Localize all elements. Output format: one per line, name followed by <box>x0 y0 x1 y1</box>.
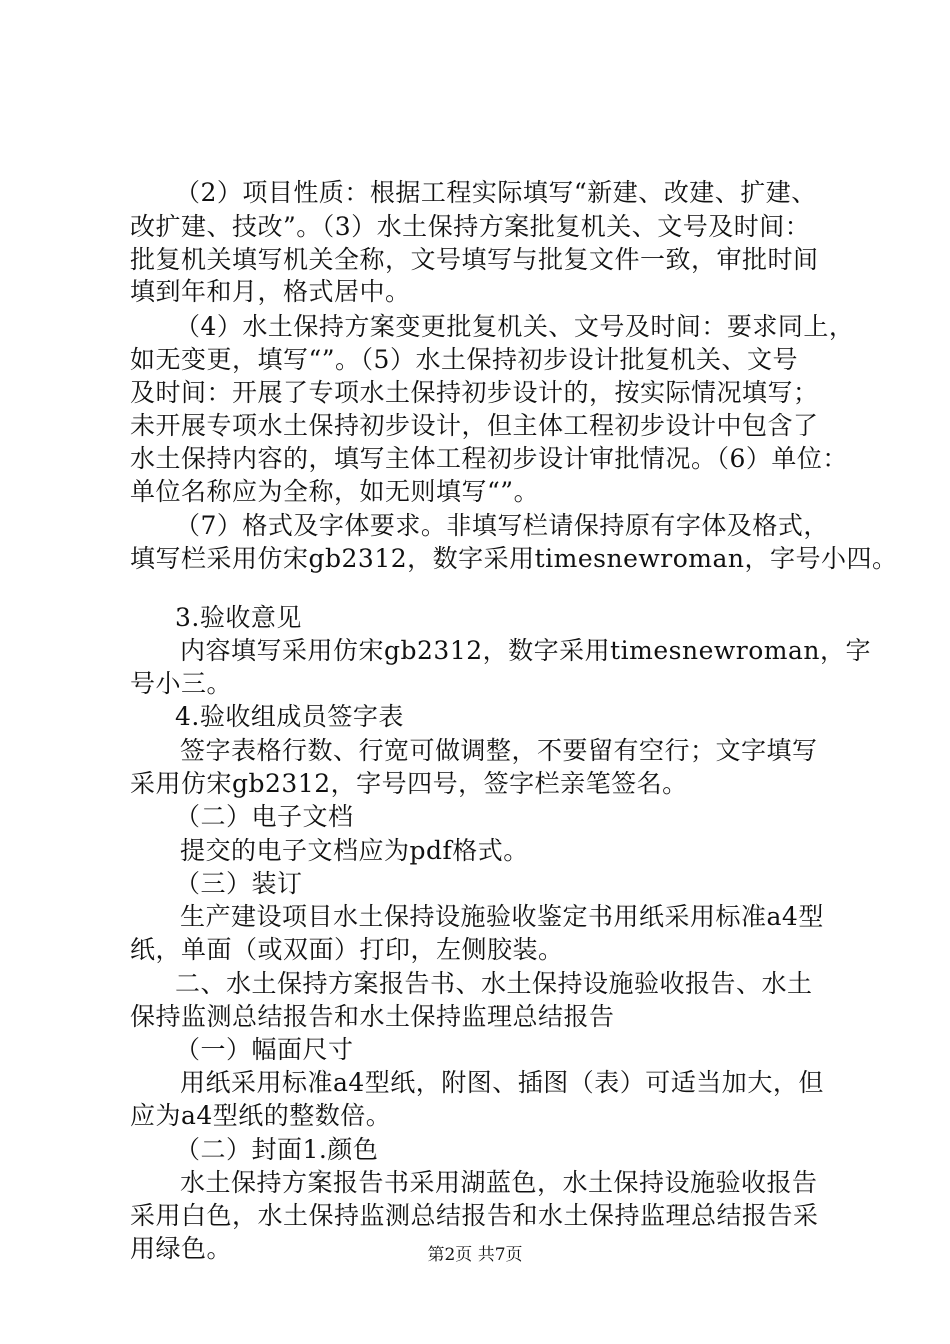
text-line: 采用白色，水土保持监测总结报告和水土保持监理总结报告采 <box>130 1201 819 1230</box>
section-heading: 3.验收意见 <box>175 603 302 632</box>
text-line: 如无变更，填写“”。（5）水土保持初步设计批复机关、文号 <box>130 345 798 374</box>
page-number-footer: 第2页 共7页 <box>427 1245 523 1265</box>
text-line: （2）项目性质：根据工程实际填写“新建、改建、扩建、 <box>175 178 817 207</box>
text-line: 未开展专项水土保持初步设计，但主体工程初步设计中包含了 <box>130 411 819 440</box>
text-line: （7）格式及字体要求。非填写栏请保持原有字体及格式， <box>175 511 829 540</box>
section-heading: （二）封面1.颜色 <box>175 1135 379 1164</box>
text-line: 提交的电子文档应为pdf格式。 <box>180 836 529 865</box>
text-line: 保持监测总结报告和水土保持监理总结报告 <box>130 1002 615 1031</box>
text-line: 水土保持内容的，填写主体工程初步设计审批情况。（6）单位： <box>130 444 848 473</box>
text-line: 水土保持方案报告书采用湖蓝色，水土保持设施验收报告 <box>180 1168 818 1197</box>
text-line: 纸，单面（或双面）打印，左侧胶装。 <box>130 935 564 964</box>
text-line: 应为a4型纸的整数倍。 <box>130 1101 392 1130</box>
text-line: 批复机关填写机关全称，文号填写与批复文件一致，审批时间 <box>130 245 819 274</box>
text-line: （4）水土保持方案变更批复机关、文号及时间：要求同上， <box>175 312 855 341</box>
text-line: 填写栏采用仿宋gb2312，数字采用timesnewroman，字号小四。 <box>130 544 898 573</box>
section-heading: （三）装订 <box>175 869 303 898</box>
text-line: 用纸采用标准a4型纸，附图、插图（表）可适当加大，但 <box>180 1068 824 1097</box>
text-line: 签字表格行数、行宽可做调整，不要留有空行；文字填写 <box>180 736 818 765</box>
text-line: 单位名称应为全称，如无则填写“”。 <box>130 477 540 506</box>
text-line: 用绿色。 <box>130 1234 233 1263</box>
text-line: 号小三。 <box>130 669 233 698</box>
section-heading: 4.验收组成员签字表 <box>175 702 404 731</box>
text-line: 内容填写采用仿宋gb2312，数字采用timesnewroman，字 <box>180 636 872 665</box>
text-line: 填到年和月，格式居中。 <box>130 277 411 306</box>
text-line: 及时间：开展了专项水土保持初步设计的，按实际情况填写； <box>130 378 819 407</box>
section-heading: 二、水土保持方案报告书、水土保持设施验收报告、水土 <box>175 969 813 998</box>
text-line: 改扩建、技改”。（3）水土保持方案批复机关、文号及时间： <box>130 212 811 241</box>
text-line: 生产建设项目水土保持设施验收鉴定书用纸采用标准a4型 <box>180 902 824 931</box>
section-heading: （二）电子文档 <box>175 802 354 831</box>
section-heading: （一）幅面尺寸 <box>175 1035 354 1064</box>
text-line: 采用仿宋gb2312，字号四号，签字栏亲笔签名。 <box>130 769 688 798</box>
